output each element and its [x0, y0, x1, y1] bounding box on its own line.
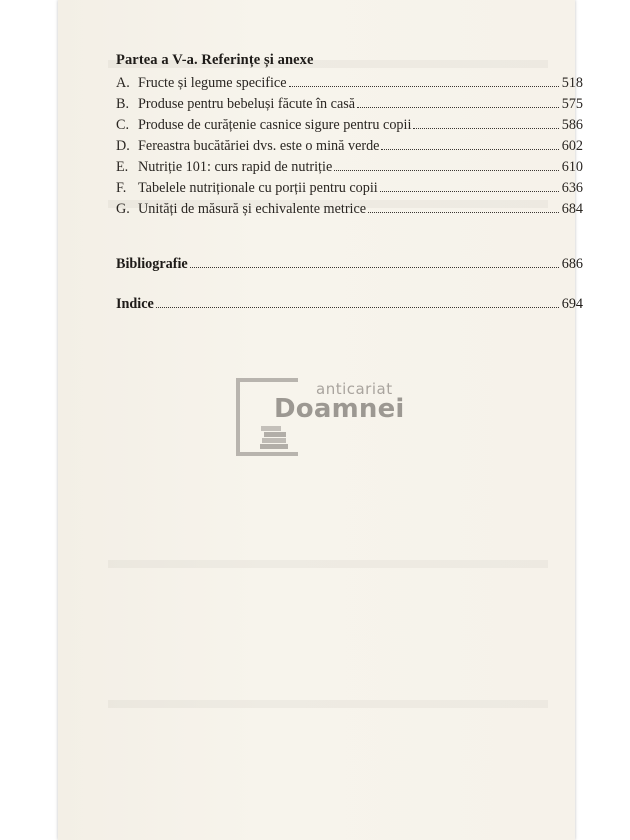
toc-entry-c	[116, 117, 583, 138]
entry-page: 586	[561, 117, 583, 133]
book-page	[58, 0, 583, 840]
entry-page: 575	[561, 96, 583, 112]
section-title: Partea a V-a. Referințe și anexe	[116, 52, 314, 68]
toc-entry-e	[116, 159, 583, 180]
dot-leader	[381, 149, 558, 150]
index-page: 694	[561, 296, 583, 312]
toc-entry-f	[116, 180, 583, 201]
toc-entry-g	[116, 201, 583, 222]
toc-entry-a	[116, 75, 583, 96]
entry-page: 610	[561, 159, 583, 175]
watermark-small-text: anticariat	[316, 380, 393, 398]
entry-page: 602	[561, 138, 583, 154]
toc-entry-b	[116, 96, 583, 117]
bleed-through-line	[108, 700, 548, 708]
entry-label: Nutriție 101: curs rapid de nutriție	[138, 159, 333, 175]
dot-leader	[413, 128, 558, 129]
entry-letter: E.	[116, 159, 129, 175]
dot-leader	[156, 307, 559, 308]
entry-letter: A.	[116, 75, 130, 91]
entry-letter: F.	[116, 180, 127, 196]
table-of-contents	[116, 52, 583, 222]
entry-label: Produse de curățenie casnice sigure pentru copii	[138, 117, 412, 133]
dot-leader	[368, 212, 559, 213]
entry-letter: D.	[116, 138, 130, 154]
entry-page: 636	[561, 180, 583, 196]
dot-leader	[380, 191, 559, 192]
toc-entry-bibliography	[116, 256, 583, 273]
bibliography-label: Bibliografie	[116, 256, 188, 272]
dot-leader	[289, 86, 559, 87]
entry-letter: C.	[116, 117, 130, 133]
entry-label: Unități de măsură și echivalente metrice	[138, 201, 367, 217]
bleed-through-line	[108, 560, 548, 568]
entry-page: 518	[561, 75, 583, 91]
dot-leader	[334, 170, 558, 171]
entry-page: 684	[561, 201, 583, 217]
entry-label: Produse pentru bebeluși făcute în casă	[138, 96, 356, 112]
entry-label: Fereastra bucătăriei dvs. este o mină verde	[138, 138, 380, 154]
dot-leader	[357, 107, 559, 108]
dot-leader	[190, 267, 559, 268]
books-icon	[258, 424, 292, 452]
bibliography-page: 686	[561, 256, 583, 272]
watermark-logo	[236, 378, 466, 458]
entry-letter: G.	[116, 201, 130, 217]
watermark-big-text: Doamnei	[274, 394, 405, 424]
toc-entry-index	[116, 296, 583, 313]
entry-label: Tabelele nutriționale cu porții pentru copii	[138, 180, 378, 196]
entry-label: Fructe și legume specifice	[138, 75, 287, 91]
toc-entry-d	[116, 138, 583, 159]
index-label: Indice	[116, 296, 154, 312]
entry-letter: B.	[116, 96, 130, 112]
